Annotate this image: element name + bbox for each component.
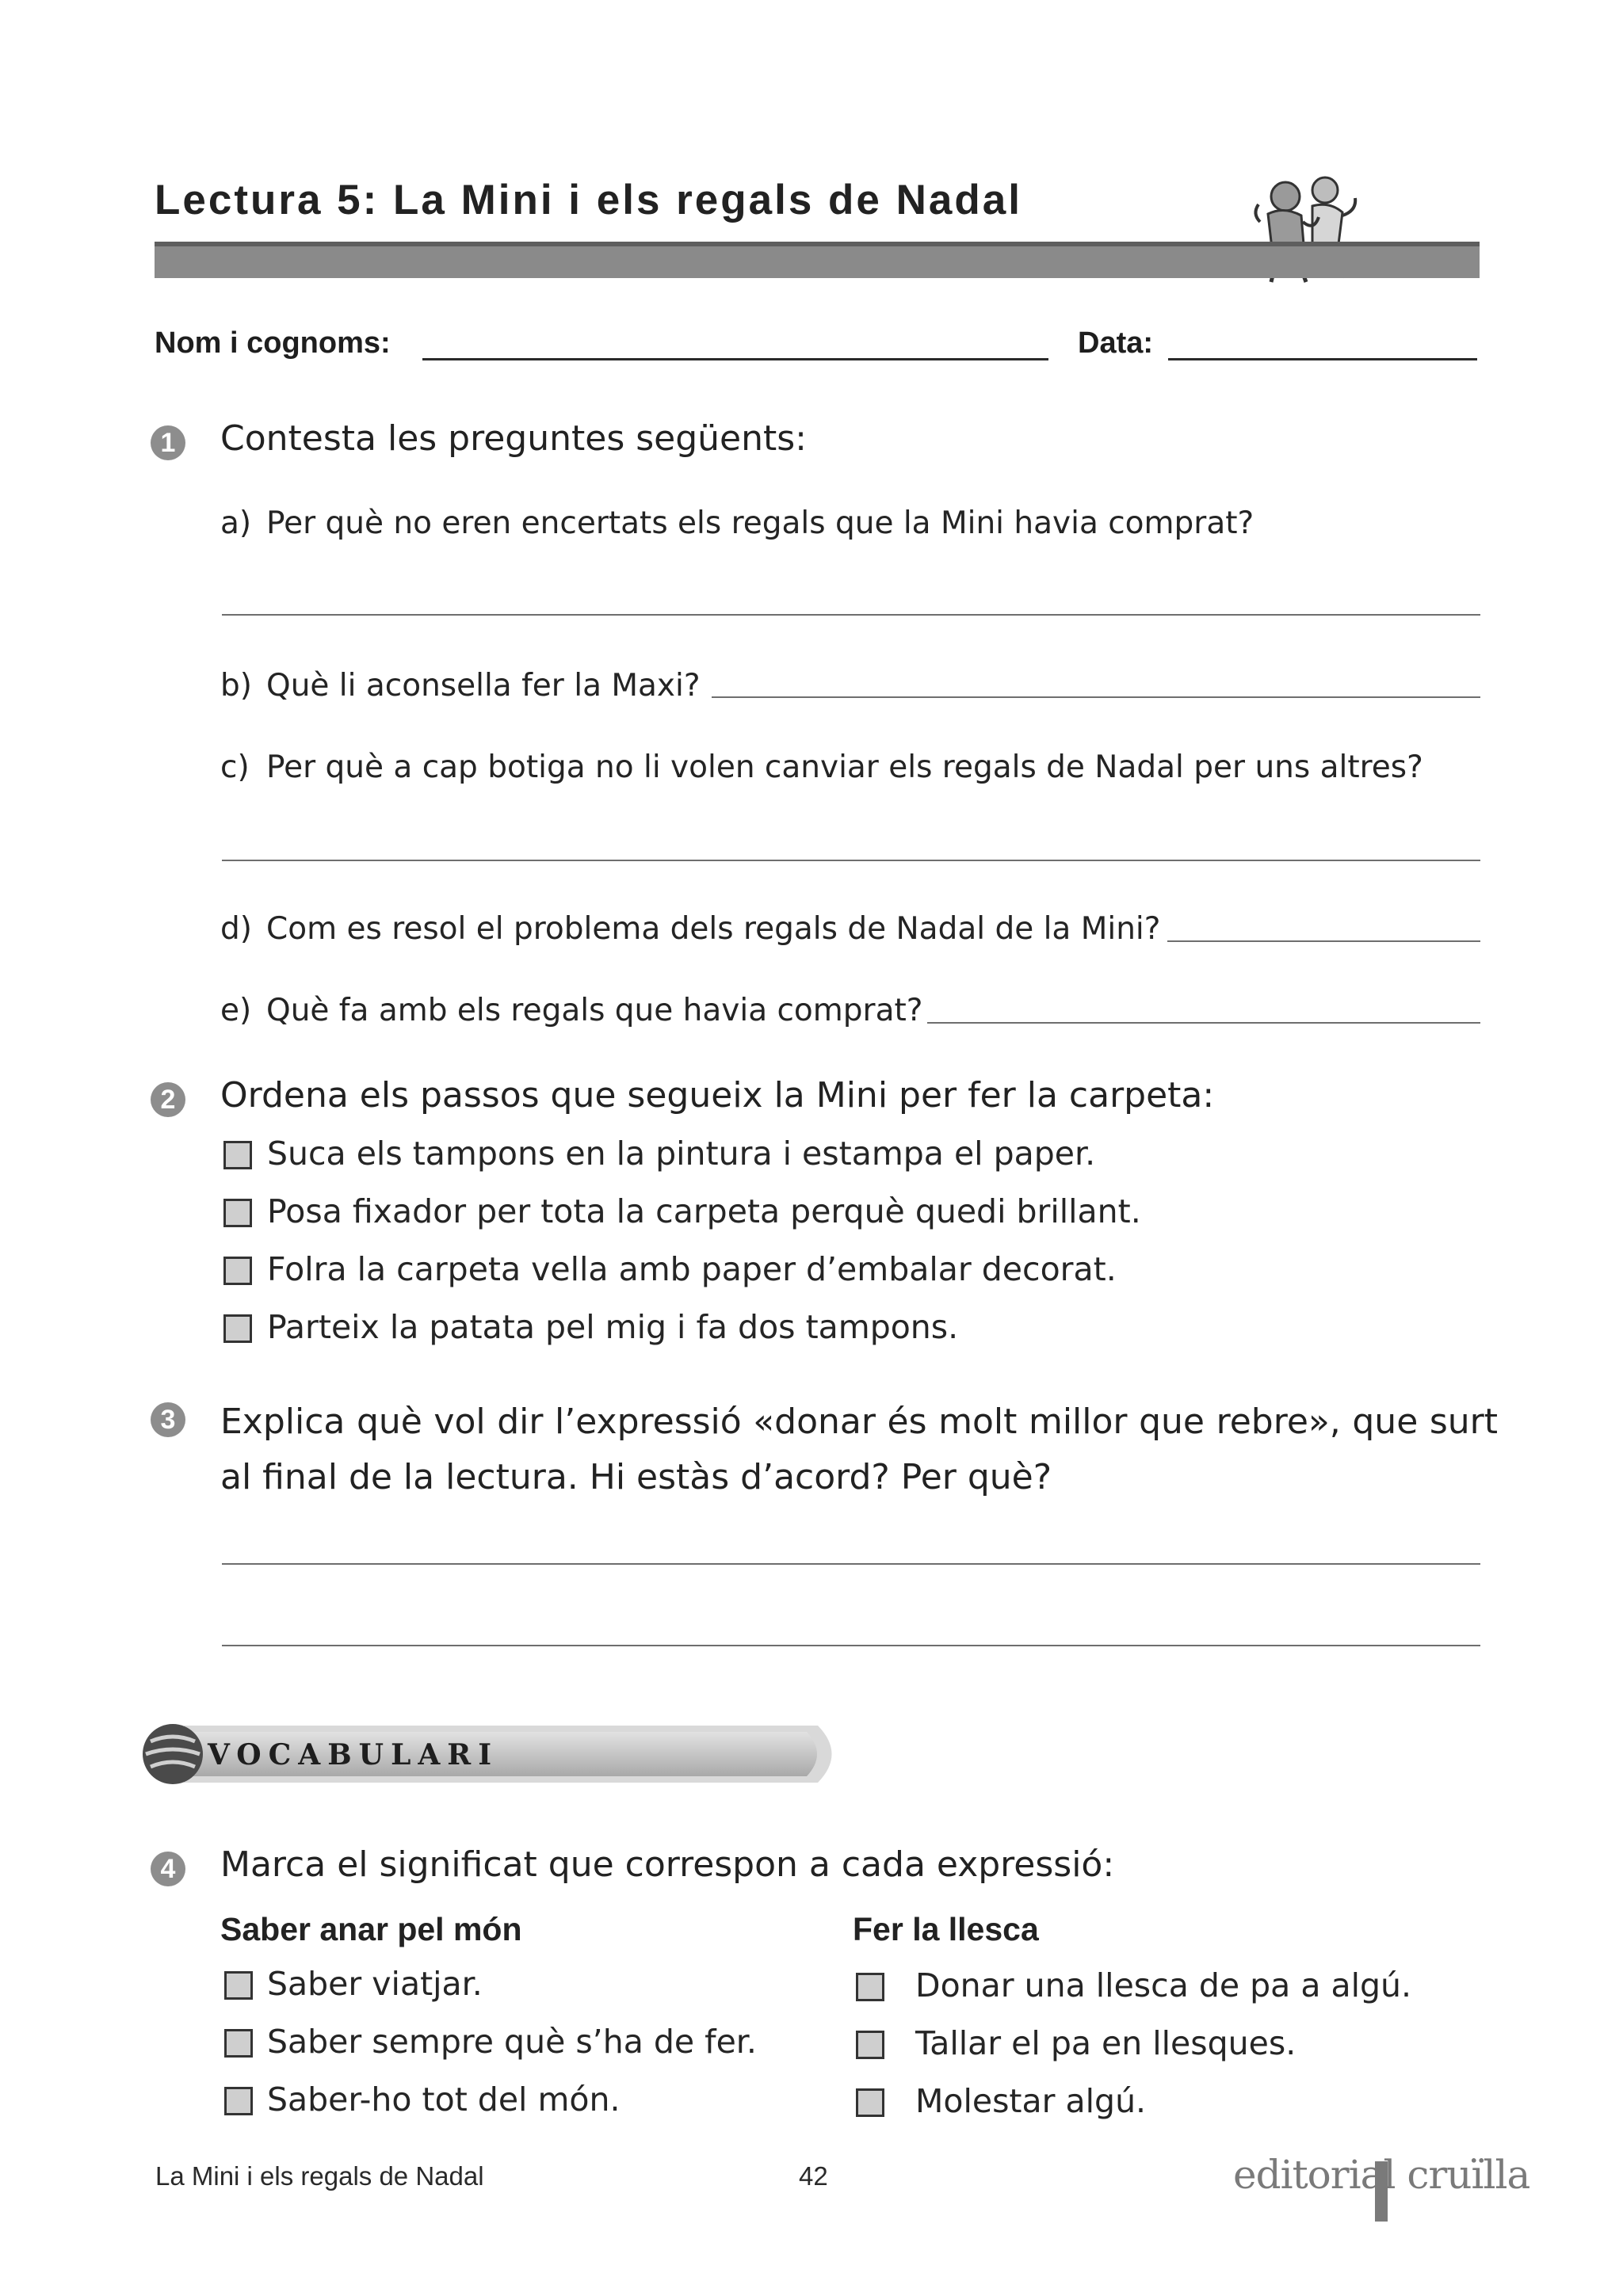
answer-line-1e[interactable]	[927, 1022, 1480, 1024]
item-letter: d)	[220, 911, 252, 947]
step-option: Posa fixador per tota la carpeta perquè quedi brillant.	[267, 1192, 1141, 1230]
page-number: 42	[799, 2161, 828, 2191]
question-1c	[220, 749, 1423, 785]
meaning-option: Saber sempre què s’ha de fer.	[267, 2023, 757, 2061]
question-4-prompt: Marca el significat que correspon a cada expressió:	[220, 1844, 1115, 1885]
meaning-checkbox[interactable]	[224, 2087, 253, 2115]
step-option: Suca els tampons en la pintura i estampa el paper.	[267, 1135, 1096, 1173]
question-1-prompt: Contesta les preguntes següents:	[220, 418, 808, 459]
question-3-number: 3	[151, 1402, 185, 1437]
meaning-checkbox[interactable]	[856, 1973, 884, 2001]
page-title: Lectura 5: La Mini i els regals de Nadal	[155, 177, 1022, 223]
answer-line-1c[interactable]	[222, 860, 1480, 861]
meaning-option: Donar una llesca de pa a algú.	[915, 1966, 1412, 2004]
publisher-name-a: editorial	[1233, 2152, 1396, 2198]
date-label: Data:	[1078, 326, 1154, 360]
order-box-1[interactable]	[223, 1141, 252, 1169]
expression-left-heading: Saber anar pel món	[220, 1911, 522, 1947]
item-letter: a)	[220, 505, 252, 541]
meaning-option: Saber-ho tot del món.	[267, 2081, 621, 2119]
item-text: Què fa amb els regals que havia comprat?	[266, 993, 923, 1028]
date-answer-line[interactable]	[1168, 358, 1477, 360]
question-1-number: 1	[151, 425, 185, 460]
question-2-prompt: Ordena els passos que segueix la Mini per fer la carpeta:	[220, 1075, 1215, 1116]
answer-line-1a[interactable]	[222, 614, 1480, 616]
answer-line-3a[interactable]	[222, 1563, 1480, 1565]
meaning-option: Tallar el pa en llesques.	[915, 2024, 1296, 2062]
meaning-option: Molestar algú.	[915, 2082, 1147, 2120]
item-text: Per què no eren encertats els regals que la Mini havia comprat?	[266, 505, 1254, 541]
expression-right-heading: Fer la llesca	[853, 1911, 1039, 1947]
question-4-number: 4	[151, 1852, 185, 1886]
item-letter: c)	[220, 749, 250, 785]
item-text: Per què a cap botiga no li volen canviar els regals de Nadal per uns altres?	[266, 749, 1423, 785]
question-3-prompt: Explica què vol dir l’expressió «donar és molt millor que rebre», que surt al final de la lectura. Hi estàs d’acord? Per què?	[220, 1402, 1498, 1497]
item-text: Què li aconsella fer la Maxi?	[266, 668, 701, 704]
step-option: Folra la carpeta vella amb paper d’embalar decorat.	[267, 1250, 1117, 1288]
question-2-number: 2	[151, 1082, 185, 1117]
meaning-checkbox[interactable]	[856, 2031, 884, 2059]
order-box-2[interactable]	[223, 1199, 252, 1227]
meaning-option: Saber viatjar.	[267, 1965, 483, 2003]
name-label: Nom i cognoms:	[155, 326, 391, 360]
publisher-name-b: cruïlla	[1407, 2152, 1530, 2198]
answer-line-3b[interactable]	[222, 1645, 1480, 1646]
title-divider-bar	[155, 242, 1480, 278]
order-box-4[interactable]	[223, 1314, 252, 1343]
answer-line-1b[interactable]	[712, 696, 1480, 698]
order-box-3[interactable]	[223, 1257, 252, 1285]
question-1b	[220, 668, 701, 704]
step-option: Parteix la patata pel mig i fa dos tampons.	[267, 1308, 959, 1346]
question-1d	[220, 911, 1160, 947]
meaning-checkbox[interactable]	[856, 2088, 884, 2117]
publisher-logo	[1233, 2152, 1529, 2198]
item-letter: b)	[220, 668, 252, 704]
answer-line-1d[interactable]	[1167, 940, 1480, 942]
item-letter: e)	[220, 993, 252, 1028]
meaning-checkbox[interactable]	[224, 1971, 253, 2000]
question-1a	[220, 505, 1254, 541]
meaning-checkbox[interactable]	[224, 2029, 253, 2058]
vocabulari-label: VOCABULARI	[208, 1738, 499, 1772]
footer-book-title: La Mini i els regals de Nadal	[155, 2161, 484, 2191]
item-text: Com es resol el problema dels regals de Nadal de la Mini?	[266, 911, 1161, 947]
name-answer-line[interactable]	[422, 358, 1048, 360]
question-1e	[220, 993, 922, 1028]
